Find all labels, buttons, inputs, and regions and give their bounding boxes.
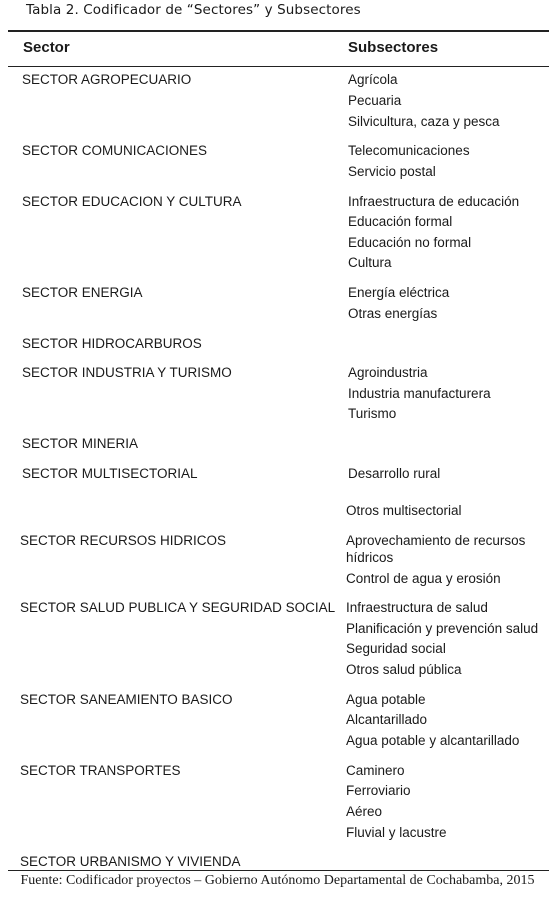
subsector-cell: Infraestructura de salud bbox=[346, 600, 488, 615]
subsector-cell: Cultura bbox=[348, 255, 392, 270]
subsector-cell: Educación no formal bbox=[348, 235, 472, 250]
subsector-cell: Energía eléctrica bbox=[348, 285, 450, 300]
subsector-cell: Silvicultura, caza y pesca bbox=[348, 114, 500, 129]
sector-cell: SECTOR URBANISMO Y VIVIENDA bbox=[20, 854, 241, 869]
subsector-cell: Agroindustria bbox=[348, 365, 428, 380]
sector-cell: SECTOR MINERIA bbox=[22, 436, 139, 451]
subsector-cell: Ferroviario bbox=[346, 783, 411, 798]
subsector-cell: Agua potable y alcantarillado bbox=[346, 733, 520, 748]
subsector-cell: Alcantarillado bbox=[346, 712, 428, 727]
subsector-cell: Aprovechamiento de recursos hídricos bbox=[346, 533, 526, 565]
sector-cell: SECTOR SANEAMIENTO BASICO bbox=[20, 692, 233, 707]
sector-cell: SECTOR TRANSPORTES bbox=[20, 763, 181, 778]
source-note: Fuente: Codificador proyectos – Gobierno Autónomo Departamental de Cochabamba, 2015 bbox=[20, 873, 535, 888]
subsector-cell: Fluvial y lacustre bbox=[346, 825, 447, 840]
sector-cell: SECTOR EDUCACION Y CULTURA bbox=[22, 194, 242, 209]
subsector-cell: Aéreo bbox=[346, 804, 383, 819]
subsector-cell: Infraestructura de educación bbox=[348, 194, 520, 209]
sector-cell: SECTOR INDUSTRIA Y TURISMO bbox=[22, 365, 232, 380]
table-caption: Tabla 2. Codificador de “Sectores” y Subsectores bbox=[26, 2, 361, 18]
sector-cell: SECTOR RECURSOS HIDRICOS bbox=[20, 533, 227, 548]
table-top-rule bbox=[8, 30, 549, 32]
subsector-cell: Otros salud pública bbox=[346, 662, 462, 677]
subsector-cell: Servicio postal bbox=[348, 164, 436, 179]
header-rule bbox=[8, 66, 549, 67]
subsector-cell: Caminero bbox=[346, 763, 405, 778]
subsector-cell: Telecomunicaciones bbox=[348, 143, 470, 158]
subsector-cell: Planificación y prevención salud bbox=[346, 621, 539, 636]
subsector-cell: Otras energías bbox=[348, 306, 438, 321]
subsector-cell: Desarrollo rural bbox=[348, 466, 441, 481]
subsector-cell: Seguridad social bbox=[346, 641, 446, 656]
subsector-cell: Control de agua y erosión bbox=[346, 571, 501, 586]
subsector-cell: Educación formal bbox=[348, 214, 453, 229]
header-sector: Sector bbox=[23, 39, 70, 56]
sector-cell: SECTOR SALUD PUBLICA Y SEGURIDAD SOCIAL bbox=[20, 600, 336, 615]
sector-cell: SECTOR MULTISECTORIAL bbox=[22, 466, 198, 481]
sector-cell: SECTOR ENERGIA bbox=[22, 285, 143, 300]
subsector-cell: Agrícola bbox=[348, 72, 398, 87]
subsector-cell: Agua potable bbox=[346, 692, 426, 707]
sector-cell: SECTOR COMUNICACIONES bbox=[22, 143, 208, 158]
table-bottom-rule bbox=[8, 870, 549, 871]
subsector-cell: Pecuaria bbox=[348, 93, 402, 108]
sector-cell: SECTOR AGROPECUARIO bbox=[22, 72, 192, 87]
sector-cell: SECTOR HIDROCARBUROS bbox=[22, 336, 202, 351]
subsector-cell: Turismo bbox=[348, 406, 397, 421]
subsector-cell: Industria manufacturera bbox=[348, 386, 491, 401]
subsector-cell: Otros multisectorial bbox=[346, 503, 462, 518]
header-subsectores: Subsectores bbox=[348, 39, 439, 56]
